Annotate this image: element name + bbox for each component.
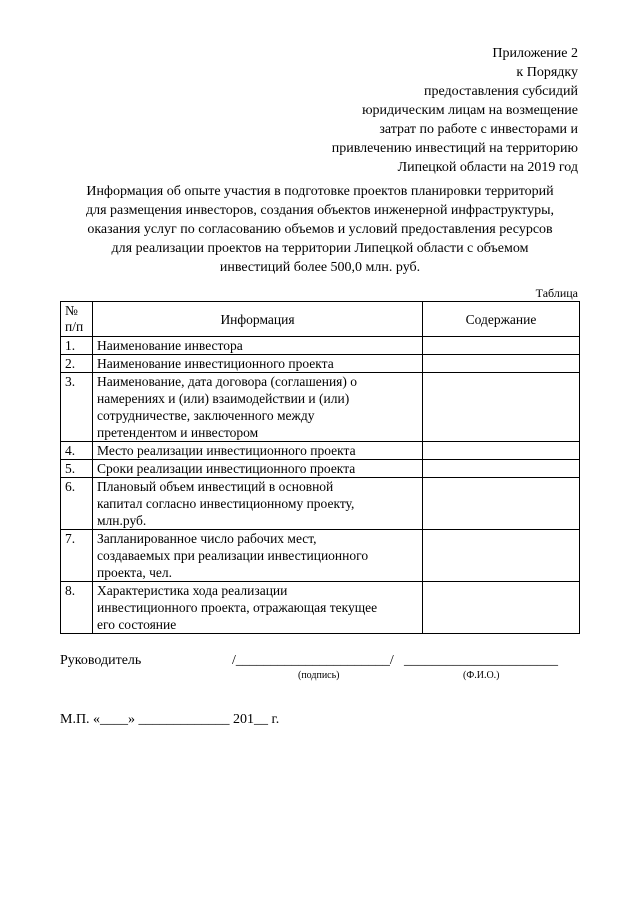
row-info-line: Наименование инвестора (97, 338, 243, 353)
row-info-line: млн.руб. (97, 513, 147, 528)
row-number: 5. (61, 460, 93, 478)
row-info-line: Наименование, дата договора (соглашения) о (97, 374, 358, 389)
row-info-line: Место реализации инвестиционного проекта (97, 443, 356, 458)
row-info (93, 460, 423, 478)
header-info: Информация (93, 302, 423, 337)
row-info-line: проекта, чел. (97, 565, 172, 580)
name-line: ______________________ (404, 653, 558, 668)
row-info (93, 582, 423, 634)
appendix-line: Липецкой области на 2019 год (397, 160, 578, 175)
row-number: 6. (61, 478, 93, 530)
row-info-line: сотрудничестве, заключенного между (97, 408, 315, 423)
header-num-line: п/п (65, 319, 84, 334)
row-number: 2. (61, 355, 93, 373)
appendix-line: юридическим лицам на возмещение (362, 103, 578, 118)
header-num (61, 302, 93, 337)
row-info-line: намерениях и (или) взаимодействии и (или) (97, 391, 350, 406)
table-caption: Таблица (535, 286, 578, 300)
row-number: 3. (61, 373, 93, 442)
table-body (61, 337, 580, 634)
row-info (93, 373, 423, 442)
appendix-line: привлечению инвестиций на территорию (331, 141, 578, 156)
appendix-line: к Порядку (516, 65, 578, 80)
table-row (61, 442, 580, 460)
row-info (93, 337, 423, 355)
row-content-cell[interactable] (423, 478, 580, 530)
title-line: оказания услуг по согласованию объемов и условий предоставления ресурсов (87, 222, 553, 237)
table-row (61, 582, 580, 634)
row-info (93, 442, 423, 460)
row-content-cell[interactable] (423, 337, 580, 355)
info-table (60, 301, 580, 634)
row-info-line: Запланированное число рабочих мест, (97, 531, 317, 546)
title-line: для размещения инвесторов, создания объектов инженерной инфраструктуры, (86, 203, 554, 218)
title-line: инвестиций более 500,0 млн. руб. (219, 260, 421, 275)
title-line: Информация об опыте участия в подготовке проектов планировки территорий (86, 184, 554, 199)
appendix-line: Приложение 2 (492, 46, 578, 61)
row-content-cell[interactable] (423, 460, 580, 478)
row-info-line: Плановый объем инвестиций в основной (97, 479, 334, 494)
signature-label: Руководитель (60, 653, 142, 668)
appendix-line: затрат по работе с инвесторами и (379, 122, 578, 137)
appendix-line: предоставления субсидий (423, 84, 578, 99)
signature-line: /______________________/ (232, 653, 394, 668)
table-row (61, 530, 580, 582)
row-info-line: капитал согласно инвестиционному проекту, (97, 496, 355, 511)
row-info-line: претендентом и инвестором (97, 425, 259, 440)
row-info-line: Характеристика хода реализации (97, 583, 288, 598)
row-content-cell[interactable] (423, 530, 580, 582)
table-row (61, 460, 580, 478)
row-number: 8. (61, 582, 93, 634)
table-row (61, 355, 580, 373)
row-info (93, 478, 423, 530)
name-hint: (Ф.И.О.) (463, 670, 500, 681)
table-header-row (61, 302, 580, 337)
table-row (61, 337, 580, 355)
table-row (61, 373, 580, 442)
row-info-line: Наименование инвестиционного проекта (97, 356, 334, 371)
document-title (60, 182, 580, 277)
header-content: Содержание (423, 302, 580, 337)
row-number: 4. (61, 442, 93, 460)
stamp-date-line: М.П. «____» _____________ 201__ г. (60, 712, 280, 727)
row-content-cell[interactable] (423, 582, 580, 634)
row-number: 1. (61, 337, 93, 355)
row-info (93, 530, 423, 582)
table-row (61, 478, 580, 530)
row-content-cell[interactable] (423, 442, 580, 460)
header-num-line: № (65, 303, 78, 318)
row-info-line: Сроки реализации инвестиционного проекта (97, 461, 356, 476)
row-info-line: его состояние (97, 617, 177, 632)
appendix-header (332, 44, 578, 177)
title-line: для реализации проектов на территории Липецкой области с объемом (111, 241, 529, 256)
signature-hint: (подпись) (298, 670, 340, 681)
row-info (93, 355, 423, 373)
row-content-cell[interactable] (423, 373, 580, 442)
row-info-line: инвестиционного проекта, отражающая текущее (97, 600, 378, 615)
row-content-cell[interactable] (423, 355, 580, 373)
row-info-line: создаваемых при реализации инвестиционного (97, 548, 369, 563)
row-number: 7. (61, 530, 93, 582)
